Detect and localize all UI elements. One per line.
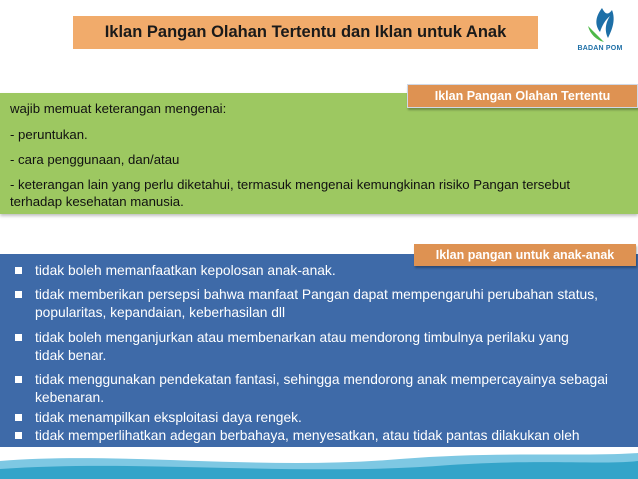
requirement-line: terhadap kesehatan manusia. [10,194,184,209]
list-item-text: tidak menggunakan pendekatan fantasi, sehingga mendorong anak mempercayainya sebagai kebenaran. [35,372,608,405]
list-item [15,329,638,365]
list-item-text: tidak memberikan persepsi bahwa manfaat Pangan dapat mempengaruhi perubahan status, popularitas, kepandaian, keberhasilan dll [35,287,598,320]
list-item-text: tidak boleh memanfaatkan kepolosan anak-anak. [35,263,336,278]
list-item [15,409,638,427]
decorative-wave [0,447,638,479]
bullet-square-icon [15,267,22,274]
requirement-line: wajib memuat keterangan mengenai: [10,101,227,116]
section-tag-children-ads: Iklan pangan untuk anak-anak [414,244,636,266]
badan-pom-logo [572,6,628,58]
bullet-square-icon [15,376,22,383]
page-title: Iklan Pangan Olahan Tertentu dan Iklan untuk Anak [73,16,538,49]
section-tag-processed-food: Iklan Pangan Olahan Tertentu [407,84,638,108]
list-item-text: tidak memperlihatkan adegan berbahaya, menyesatkan, atau tidak pantas dilakukan oleh anak. [35,428,580,461]
food-ad-requirements-panel [0,93,638,214]
logo-label: BADAN POM [577,45,623,52]
requirement-line: - peruntukan. [10,127,88,142]
bullet-square-icon [15,414,22,421]
list-item [15,286,638,322]
list-item [15,371,638,407]
list-item-text: tidak menampilkan eksploitasi daya rengek. [35,410,302,425]
bullet-square-icon [15,432,22,439]
bullet-square-icon [15,334,22,341]
requirement-line: - keterangan lain yang perlu diketahui, termasuk mengenai kemungkinan risiko Pangan tersebut [10,177,571,192]
badan-pom-logo-icon [572,6,628,46]
children-ad-rules-panel [0,254,638,461]
requirement-line: - cara penggunaan, dan/atau [10,152,180,167]
list-item-text: tidak boleh menganjurkan atau membenarkan atau mendorong timbulnya perilaku yang tidak benar. [35,330,569,363]
bullet-square-icon [15,291,22,298]
